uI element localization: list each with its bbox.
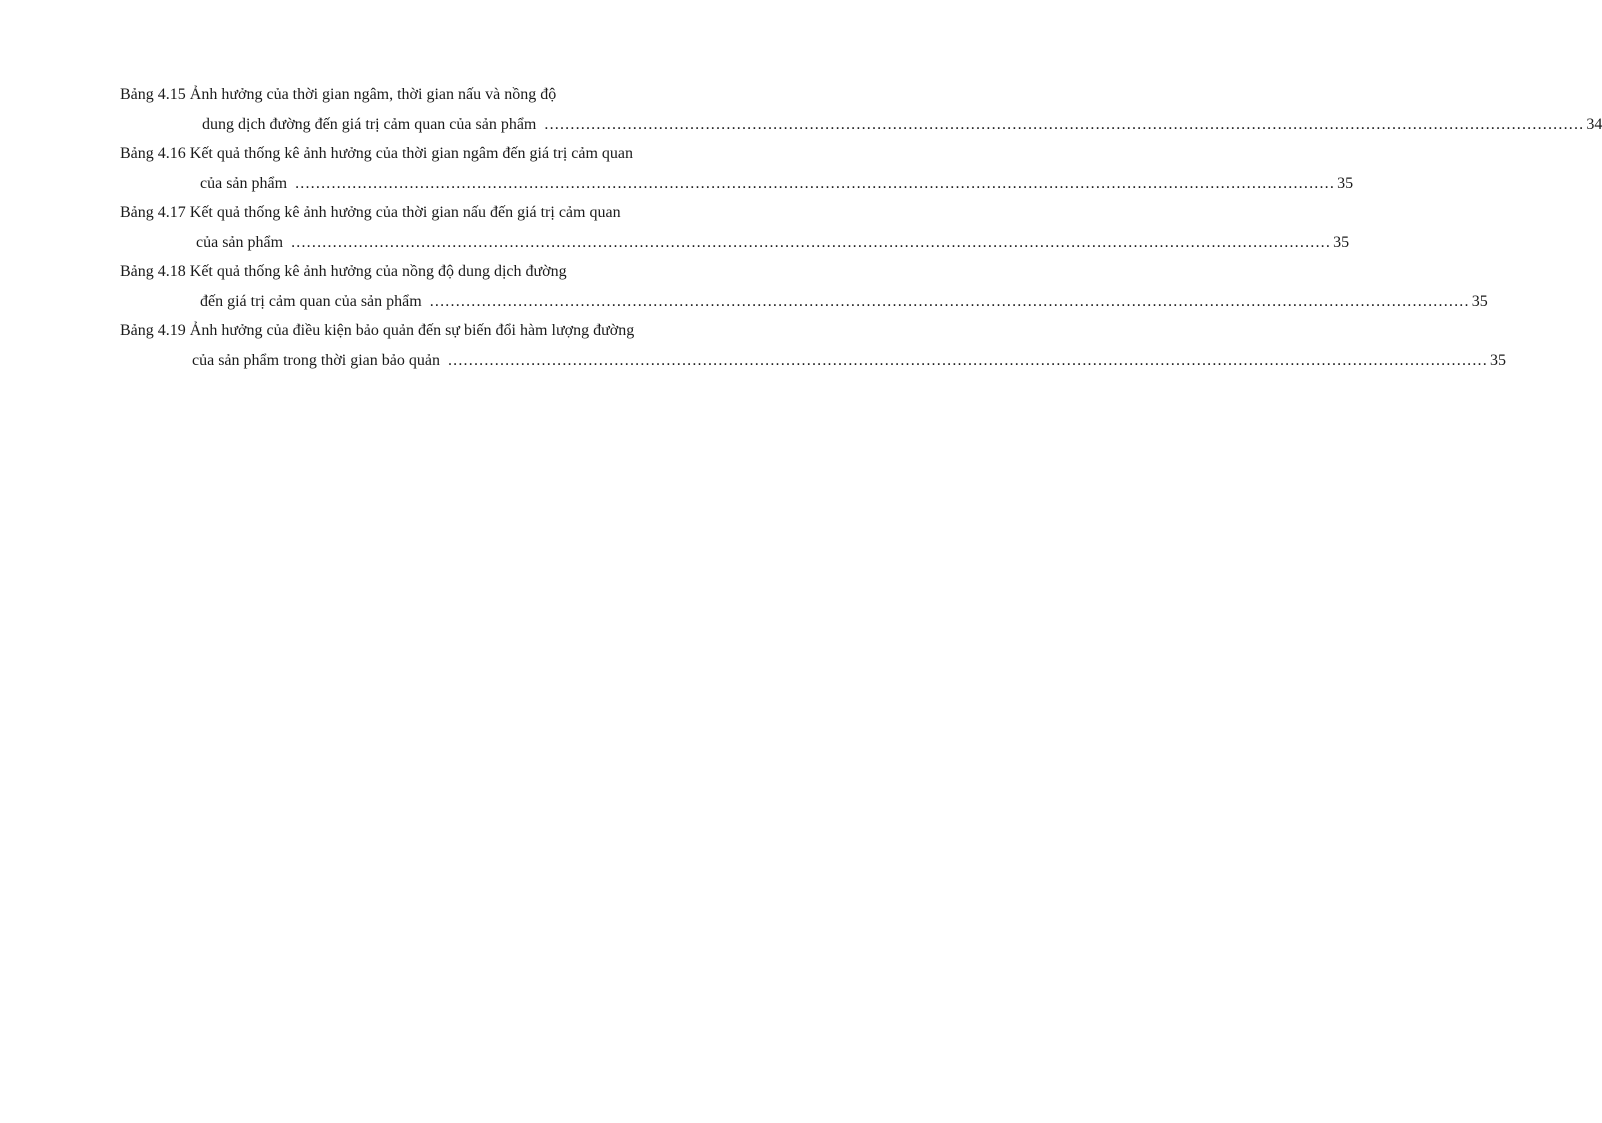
page-number: 35 xyxy=(1333,233,1350,251)
toc-entry-title-continuation: dung dịch đường đến giá trị cảm quan của sản phẩm xyxy=(202,115,537,133)
dot-leader: ........................................................................................................................................................................................................ xyxy=(429,292,1470,310)
toc-entry-4-19[interactable] xyxy=(120,316,1506,375)
page-number: 35 xyxy=(1337,174,1354,192)
toc-entry-4-17[interactable] xyxy=(120,198,1350,257)
toc-entry-continuation xyxy=(120,346,1506,376)
toc-entry-title-line: Bảng 4.15 Ảnh hưởng của thời gian ngâm, thời gian nấu và nồng độ xyxy=(120,86,557,103)
toc-entry-continuation xyxy=(120,287,1488,317)
dot-leader: ........................................................................................................................................................................................................ xyxy=(447,351,1488,369)
toc-entry-4-18[interactable] xyxy=(120,257,1488,316)
toc-entry-title-line: Bảng 4.16 Kết quả thống kê ảnh hưởng của thời gian ngâm đến giá trị cảm quan xyxy=(120,145,634,162)
toc-entry-title-line: Bảng 4.19 Ảnh hưởng của điều kiện bảo quản đến sự biến đổi hàm lượng đường xyxy=(120,322,635,339)
toc-entry-title-line: Bảng 4.18 Kết quả thống kê ảnh hưởng của nồng độ dung dịch đường xyxy=(120,263,567,280)
dot-leader: ........................................................................................................................................................................................................ xyxy=(295,174,1336,192)
toc-entry-title-line: Bảng 4.17 Kết quả thống kê ảnh hưởng của thời gian nấu đến giá trị cảm quan xyxy=(120,204,621,221)
toc-entry-title-continuation: của sản phẩm trong thời gian bảo quản xyxy=(192,351,440,369)
toc-entry-continuation xyxy=(120,228,1350,258)
page-number: 35 xyxy=(1471,292,1488,310)
toc-entry-4-16[interactable] xyxy=(120,139,1354,198)
toc-entry-4-15[interactable] xyxy=(120,80,1602,139)
toc-entry-continuation xyxy=(120,110,1602,140)
toc-entry-title-continuation: của sản phẩm xyxy=(200,174,288,192)
page-number: 35 xyxy=(1489,351,1506,369)
toc-entry-title-continuation: đến giá trị cảm quan của sản phẩm xyxy=(200,292,422,310)
dot-leader: ........................................................................................................................................................................................................ xyxy=(544,115,1585,133)
toc-entry-continuation xyxy=(120,169,1354,199)
toc-entry-title-continuation: của sản phẩm xyxy=(196,233,284,251)
table-of-tables xyxy=(120,80,1602,375)
page-number: 34 xyxy=(1586,115,1602,133)
dot-leader: ........................................................................................................................................................................................................ xyxy=(291,233,1332,251)
